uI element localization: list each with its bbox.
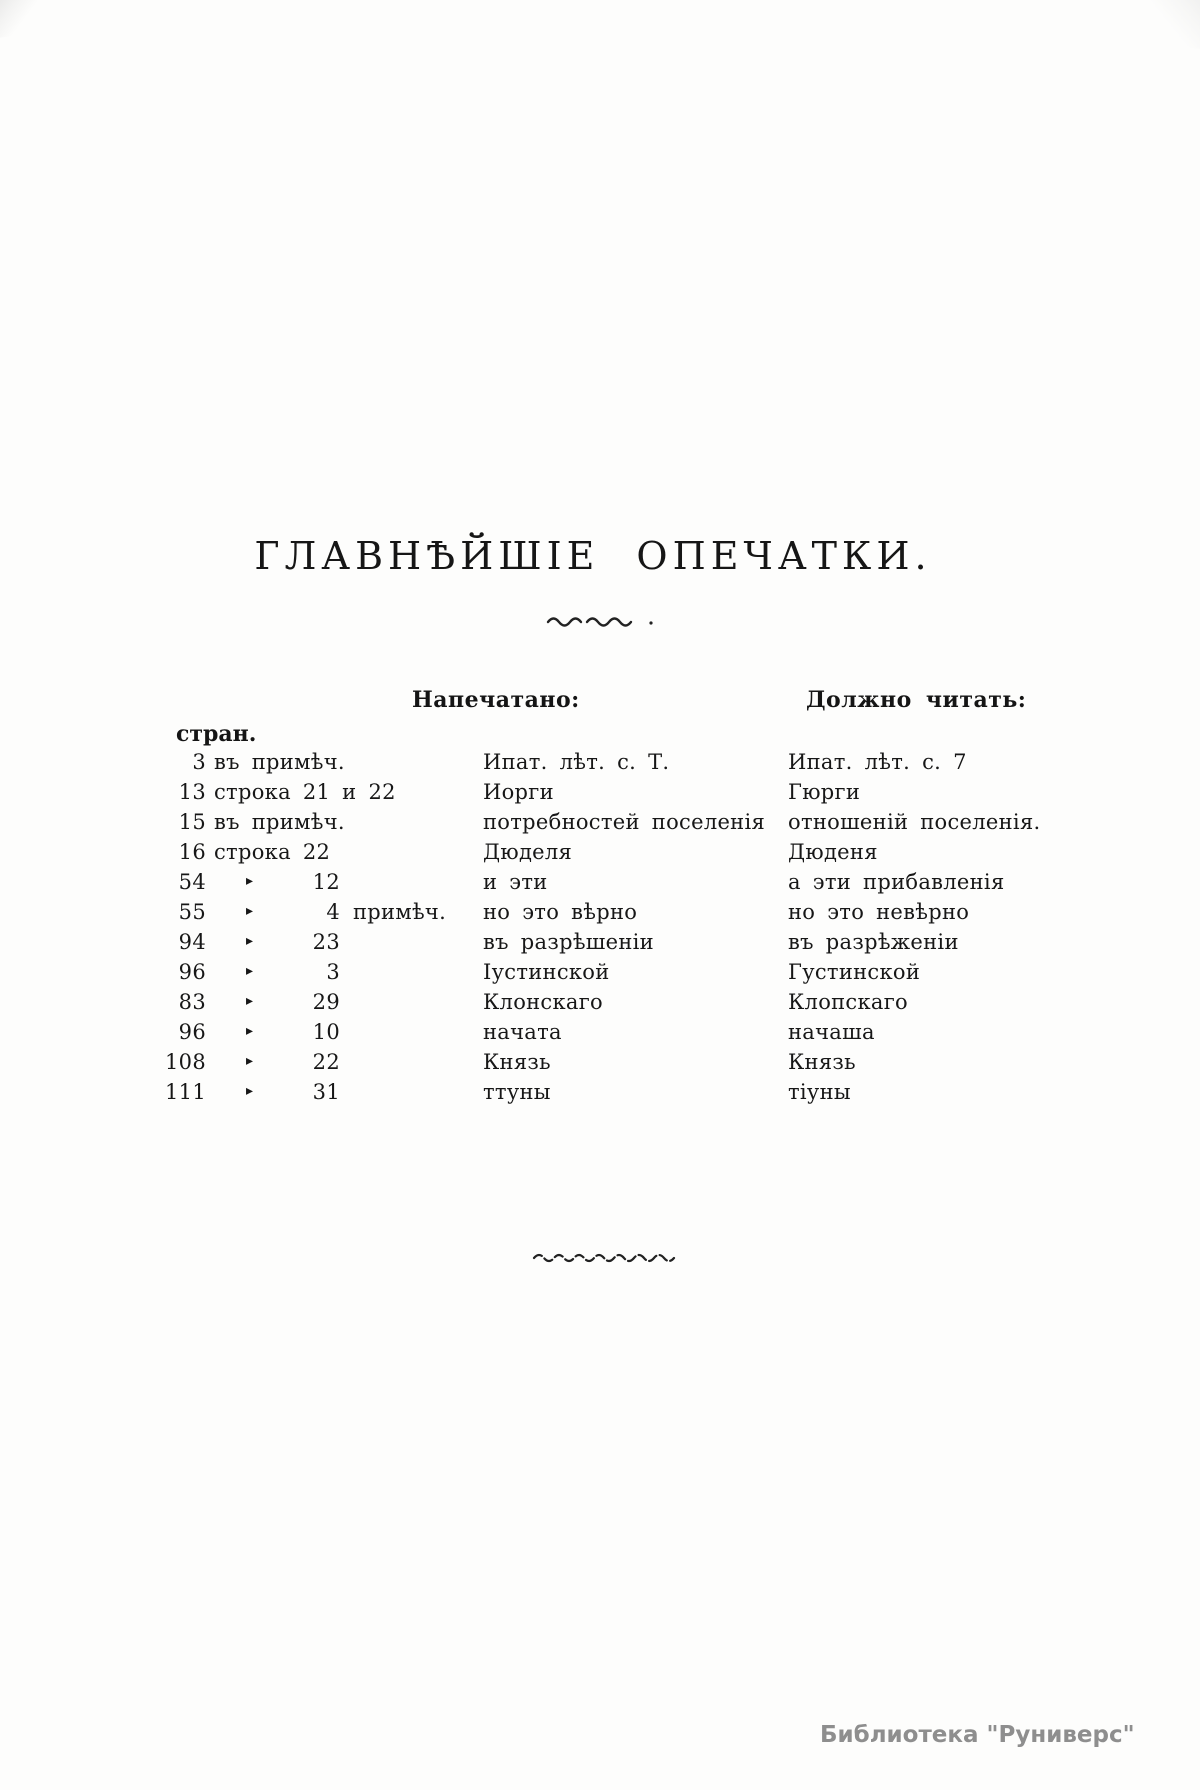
row-page-number: 108: [165, 1050, 206, 1074]
row-printed-text: ттуны: [483, 1080, 551, 1104]
row-printed-text: Иорги: [483, 780, 554, 804]
bottom-ornament-squiggle-icon: [531, 1249, 681, 1265]
row-page-number: 55: [178, 900, 206, 924]
row-location: въ примѣч.: [214, 810, 345, 834]
row-location: строка 21 и 22: [214, 780, 396, 804]
row-correction-text: но это невѣрно: [788, 900, 970, 924]
row-page-number: 111: [165, 1080, 206, 1104]
ditto-mark-icon: ▸: [246, 1083, 254, 1099]
row-location: строка 22: [214, 840, 331, 864]
row-correction-text: отношеній поселенія.: [788, 810, 1041, 834]
row-line-note: примѣч.: [353, 900, 447, 924]
row-correction-text: начаша: [788, 1020, 875, 1044]
errata-row: [0, 960, 1200, 988]
row-page-number: 83: [178, 990, 206, 1014]
row-line-number: 4: [326, 900, 340, 924]
row-line-number: 29: [312, 990, 340, 1014]
row-page-number: 96: [178, 1020, 206, 1044]
ditto-mark-icon: ▸: [246, 933, 254, 949]
errata-row: [0, 1020, 1200, 1048]
row-line-number: 31: [312, 1080, 340, 1104]
column-header-printed: Напечатано:: [412, 687, 580, 713]
row-page-number: 94: [178, 930, 206, 954]
row-correction-text: Ипат. лѣт. с. 7: [788, 750, 967, 774]
row-page-number: 54: [178, 870, 206, 894]
row-page-number: 96: [178, 960, 206, 984]
errata-row: [0, 840, 1200, 868]
row-correction-text: Князь: [788, 1050, 856, 1074]
ditto-mark-icon: ▸: [246, 1023, 254, 1039]
row-printed-text: но это вѣрно: [483, 900, 638, 924]
row-printed-text: Клонскаго: [483, 990, 603, 1014]
errata-row: [0, 990, 1200, 1018]
row-printed-text: начата: [483, 1020, 562, 1044]
row-page-number: 13: [178, 780, 206, 804]
ditto-mark-icon: ▸: [246, 873, 254, 889]
row-printed-text: Ипат. лѣт. с. Т.: [483, 750, 670, 774]
row-printed-text: Дюделя: [483, 840, 573, 864]
row-location: въ примѣч.: [214, 750, 345, 774]
row-correction-text: Гюрги: [788, 780, 861, 804]
ditto-mark-icon: ▸: [246, 993, 254, 1009]
errata-row: [0, 780, 1200, 808]
scan-artifact-top-right: [1127, 0, 1200, 51]
errata-row: [0, 900, 1200, 928]
page-title: ГЛАВНѢЙШІЕ ОПЕЧАТКИ.: [254, 534, 932, 578]
row-line-number: 10: [312, 1020, 340, 1044]
row-printed-text: Князь: [483, 1050, 551, 1074]
row-line-number: 23: [312, 930, 340, 954]
row-page-number: 15: [178, 810, 206, 834]
runivers-watermark: Библиотека "Руниверс": [820, 1722, 1135, 1748]
row-printed-text: въ разрѣшеніи: [483, 930, 654, 954]
row-line-number: 12: [312, 870, 340, 894]
column-header-should-read: Должно читать:: [806, 687, 1027, 713]
errata-row: [0, 1050, 1200, 1078]
errata-row: [0, 870, 1200, 898]
row-line-number: 22: [312, 1050, 340, 1074]
ditto-mark-icon: ▸: [246, 1053, 254, 1069]
ditto-mark-icon: ▸: [246, 903, 254, 919]
row-correction-text: а эти прибавленія: [788, 870, 1005, 894]
page-column-label: стран.: [176, 721, 257, 747]
row-correction-text: Дюденя: [788, 840, 878, 864]
errata-row: [0, 1080, 1200, 1108]
row-line-number: 3: [326, 960, 340, 984]
row-page-number: 3: [192, 750, 206, 774]
row-correction-text: Густинской: [788, 960, 921, 984]
errata-row: [0, 750, 1200, 778]
errata-row: [0, 810, 1200, 838]
ditto-mark-icon: ▸: [246, 963, 254, 979]
row-printed-text: и эти: [483, 870, 548, 894]
row-correction-text: тіуны: [788, 1080, 851, 1104]
row-printed-text: Іустинской: [483, 960, 610, 984]
top-ornament-squiggle-icon: [545, 613, 657, 629]
scan-artifact-top-left: [0, 0, 55, 40]
row-page-number: 16: [178, 840, 206, 864]
row-printed-text: потребностей поселенія: [483, 810, 766, 834]
row-correction-text: въ разрѣженіи: [788, 930, 959, 954]
errata-row: [0, 930, 1200, 958]
row-correction-text: Клопскаго: [788, 990, 908, 1014]
